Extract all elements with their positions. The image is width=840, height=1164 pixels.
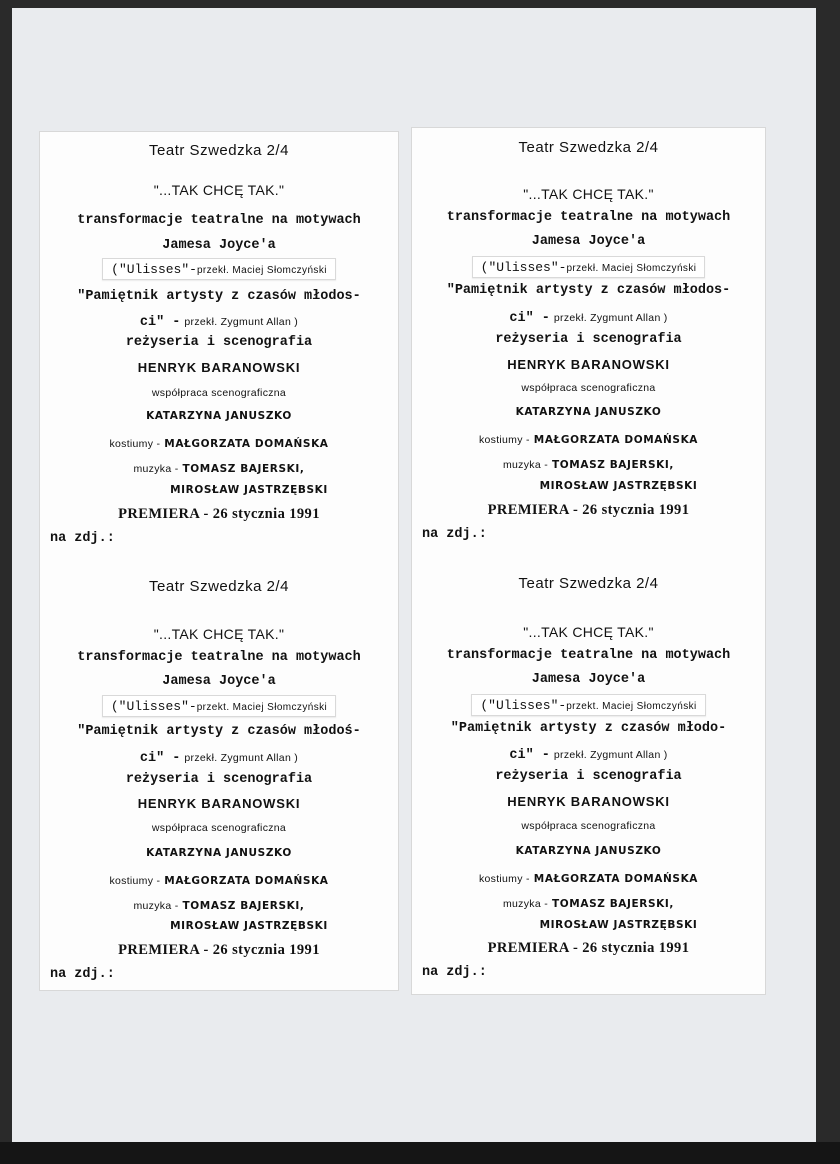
ulisses-translator: przekł. Maciej Słomczyński — [196, 265, 327, 276]
pamietnik-line-2: ci" - przekł. Zygmunt Allan ) — [139, 751, 299, 766]
author: Jamesa Joyce'a — [531, 672, 646, 687]
premiere-date: PREMIERA - 26 stycznia 1991 — [118, 942, 320, 958]
premiere-date: PREMIERA - 26 stycznia 1991 — [487, 502, 690, 518]
play-subtitle: transformacje teatralne na motywach — [77, 213, 361, 228]
pamietnik-line-2: ci" - przekł. Zygmunt Allan ) — [509, 311, 668, 326]
author: Jamesa Joyce'a — [531, 234, 646, 249]
scan-border — [0, 1142, 840, 1164]
ulisses-title: ("Ulisses"- — [111, 262, 197, 277]
play-title: "...TAK CHCĘ TAK." — [153, 182, 285, 198]
music-name-2: MIROSŁAW JASTRZĘBSKI — [539, 480, 698, 492]
photo-label: na zdj.: — [422, 527, 487, 542]
music-line: muzyka - TOMASZ BAJERSKI, — [133, 900, 305, 912]
premiere-date: PREMIERA - 26 stycznia 1991 — [118, 506, 320, 522]
ulisses-pasted-strip — [412, 256, 765, 278]
ulisses-pasted-strip — [412, 694, 765, 716]
ulisses-pasted-strip — [40, 695, 398, 717]
cooperation-name: KATARZYNA JANUSZKO — [515, 406, 662, 418]
pamietnik-line-1: "Pamiętnik artysty z czasów młodos- — [446, 283, 731, 298]
ulisses-translator: przekt. Maciej Słomczyński — [196, 702, 328, 713]
photo-label: na zdj.: — [50, 967, 115, 982]
director-name: HENRYK BARANOWSKI — [137, 360, 301, 375]
photo-label: na zdj.: — [422, 965, 487, 980]
music-line: muzyka - TOMASZ BAJERSKI, — [133, 463, 305, 475]
direction-label: reżyseria i scenografia — [125, 772, 313, 787]
ulisses-translator: przekł. Maciej Słomczyński — [566, 263, 697, 274]
music-name-2: MIROSŁAW JASTRZĘBSKI — [170, 920, 328, 932]
theatre-heading: Teatr Szwedzka 2/4 — [518, 575, 659, 592]
costumes-line: kostiumy - MAŁGORZATA DOMAŃSKA — [109, 875, 329, 887]
photo-label: na zdj.: — [50, 531, 115, 546]
director-name: HENRYK BARANOWSKI — [507, 794, 670, 809]
director-name: HENRYK BARANOWSKI — [137, 796, 301, 811]
cooperation-name: KATARZYNA JANUSZKO — [515, 845, 662, 857]
pamietnik-line-2: ci" - przekł. Zygmunt Allan ) — [509, 748, 668, 763]
pamietnik-line-1: "Pamiętnik artysty z czasów młodoś- — [77, 724, 361, 739]
cooperation-name: KATARZYNA JANUSZKO — [146, 410, 292, 422]
cooperation-label: współpraca scenograficzna — [151, 822, 287, 834]
pamietnik-line-1: "Pamiętnik artysty z czasów młodos- — [77, 289, 361, 304]
director-name: HENRYK BARANOWSKI — [507, 357, 670, 372]
program-top-left — [40, 132, 398, 562]
program-bottom-right — [412, 566, 765, 986]
pamietnik-line-1: "Pamiętnik artysty z czasów młodo- — [450, 721, 727, 736]
theatre-heading: Teatr Szwedzka 2/4 — [518, 139, 659, 156]
play-subtitle: transformacje teatralne na motywach — [77, 650, 361, 665]
cooperation-label: współpraca scenograficzna — [521, 820, 656, 832]
direction-label: reżyseria i scenografia — [495, 332, 682, 347]
play-title: "...TAK CHCĘ TAK." — [523, 186, 654, 202]
ulisses-translator: przekt. Maciej Słomczyński — [566, 701, 697, 712]
theatre-heading: Teatr Szwedzka 2/4 — [149, 142, 289, 159]
ulisses-title: ("Ulisses"- — [480, 698, 567, 713]
music-line: muzyka - TOMASZ BAJERSKI, — [503, 459, 674, 471]
cooperation-label: współpraca scenograficzna — [151, 387, 287, 399]
ulisses-pasted-strip — [40, 258, 398, 280]
direction-label: reżyseria i scenografia — [125, 335, 313, 350]
music-name-2: MIROSŁAW JASTRZĘBSKI — [170, 484, 328, 496]
costumes-line: kostiumy - MAŁGORZATA DOMAŃSKA — [478, 434, 699, 446]
cooperation-label: współpraca scenograficzna — [521, 382, 656, 394]
ulisses-title: ("Ulisses"- — [480, 260, 567, 275]
music-name-2: MIROSŁAW JASTRZĘBSKI — [539, 919, 698, 931]
play-title: "...TAK CHCĘ TAK." — [153, 626, 285, 642]
music-line: muzyka - TOMASZ BAJERSKI, — [503, 898, 674, 910]
premiere-date: PREMIERA - 26 stycznia 1991 — [487, 940, 690, 956]
costumes-line: kostiumy - MAŁGORZATA DOMAŃSKA — [478, 873, 699, 885]
theatre-heading: Teatr Szwedzka 2/4 — [149, 578, 289, 595]
author: Jamesa Joyce'a — [162, 674, 276, 689]
author: Jamesa Joyce'a — [162, 238, 276, 253]
play-title: "...TAK CHCĘ TAK." — [523, 624, 654, 640]
program-bottom-left — [40, 568, 398, 988]
play-subtitle: transformacje teatralne na motywach — [446, 210, 731, 225]
play-subtitle: transformacje teatralne na motywach — [446, 648, 731, 663]
program-top-right — [412, 128, 765, 558]
direction-label: reżyseria i scenografia — [495, 769, 682, 784]
pamietnik-line-2: ci" - przekł. Zygmunt Allan ) — [139, 315, 299, 330]
costumes-line: kostiumy - MAŁGORZATA DOMAŃSKA — [109, 438, 329, 450]
ulisses-title: ("Ulisses"- — [110, 699, 197, 714]
cooperation-name: KATARZYNA JANUSZKO — [146, 847, 292, 859]
